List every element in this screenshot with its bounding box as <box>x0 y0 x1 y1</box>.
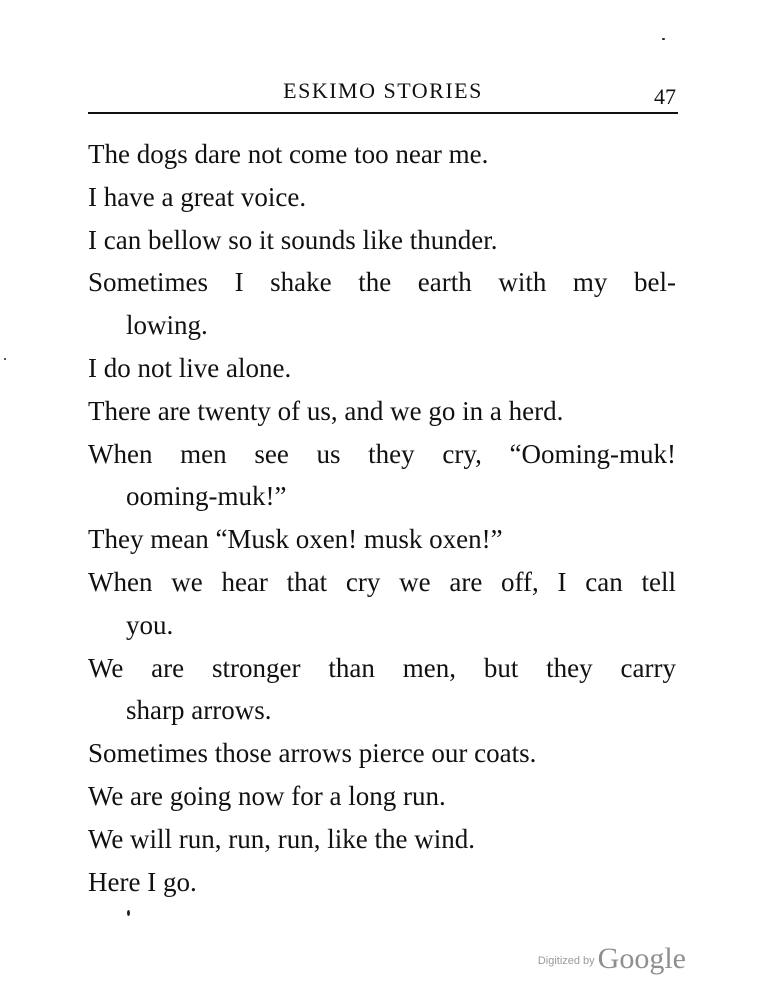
text-line: Sometimes those arrows pierce our coats. <box>88 738 537 769</box>
text-line: Here I go. <box>88 866 197 897</box>
text-line: I have a great voice. <box>88 181 307 212</box>
digitized-by-google-watermark <box>538 942 686 976</box>
print-speck <box>662 38 665 40</box>
text-line: We are stronger than men, but they carry sharp arrows. <box>88 652 676 726</box>
running-head-title: ESKIMO STORIES <box>283 78 483 103</box>
text-line: There are twenty of us, and we go in a herd. <box>88 395 564 426</box>
print-speck <box>4 358 6 360</box>
story-text <box>88 133 688 903</box>
text-line: When men see us they cry, “Ooming-muk! ooming-muk!” <box>88 438 676 512</box>
text-line: They mean “Musk oxen! musk oxen!” <box>88 524 503 555</box>
text-line: The dogs dare not come too near me. <box>88 139 489 169</box>
digitized-label: Digitized by <box>537 955 595 967</box>
print-speck <box>127 910 130 916</box>
text-line: Sometimes I shake the earth with my bel- lowing. <box>88 267 676 341</box>
header-rule <box>88 112 678 114</box>
text-line: When we hear that cry we are off, I can tell you. <box>88 566 676 640</box>
google-logo: Google <box>597 942 686 975</box>
text-line: I can bellow so it sounds like thunder. <box>88 224 498 255</box>
text-line: We will run, run, run, like the wind. <box>88 823 476 854</box>
page-number: 47 <box>654 84 676 109</box>
running-header <box>88 74 678 114</box>
text-line: I do not live alone. <box>88 352 292 383</box>
text-line: We are going now for a long run. <box>88 780 446 811</box>
